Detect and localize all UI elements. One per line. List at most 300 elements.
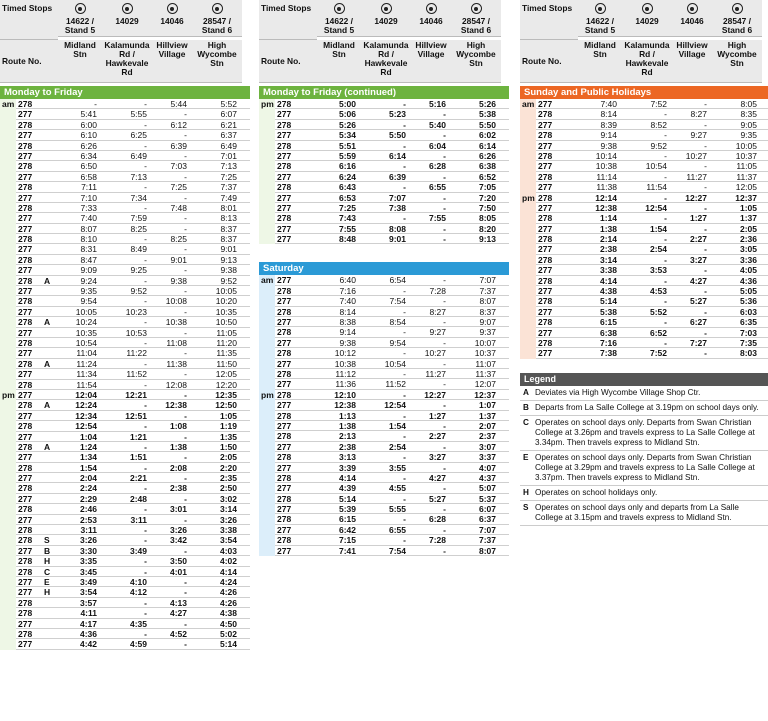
time-hillview: 4:52: [169, 628, 187, 639]
stop-number: 14622 / Stand 5: [323, 16, 355, 35]
time-kalamunda: -: [664, 254, 667, 265]
stop-name: Kalamunda Rd / Hawkevale Rd: [361, 40, 411, 83]
period: [520, 130, 536, 140]
period: [0, 608, 16, 618]
time-kalamunda: -: [664, 109, 667, 120]
route-no: 277: [277, 171, 292, 182]
time-high-wycombe: 1:37: [478, 410, 496, 421]
time-kalamunda: 5:50: [388, 130, 406, 141]
time-hillview: 2:08: [169, 462, 187, 473]
route-flag: [42, 369, 58, 379]
time-kalamunda: 2:48: [129, 493, 147, 504]
period: [0, 442, 16, 452]
stop-number: 14046: [419, 16, 443, 26]
period: pm: [261, 389, 274, 400]
time-kalamunda: 10:54: [645, 161, 667, 172]
timetable-row: [259, 307, 509, 317]
route-no: 278: [18, 483, 33, 494]
time-midland: 1:34: [79, 452, 97, 463]
route-flag: [301, 99, 317, 109]
time-kalamunda: 9:54: [389, 337, 406, 348]
time-high-wycombe: 9:37: [479, 327, 496, 338]
time-kalamunda: 5:55: [388, 504, 406, 515]
period: [0, 317, 16, 327]
period: [259, 504, 275, 514]
route-no: 278: [18, 99, 33, 109]
route-flag: C: [44, 566, 51, 577]
time-kalamunda: 6:39: [388, 171, 406, 182]
time-midland: 5:38: [599, 306, 617, 317]
legend-item: [520, 486, 768, 501]
time-hillview: -: [184, 109, 187, 120]
stop-number-cell: [58, 0, 102, 37]
period: [259, 203, 275, 213]
route-no: 277: [18, 306, 33, 317]
stop-name: Midland Stn: [317, 40, 361, 83]
timetable-row: [259, 359, 509, 369]
period: [259, 369, 275, 379]
time-high-wycombe: 4:26: [219, 597, 237, 608]
route-no: 277: [277, 192, 292, 203]
period: [259, 151, 275, 161]
route-no: 278: [538, 254, 553, 265]
time-hillview: -: [704, 140, 707, 151]
route-no: 277: [277, 337, 292, 348]
time-high-wycombe: 4:37: [478, 472, 496, 483]
route-no: 278: [277, 348, 292, 359]
route-flag: [301, 182, 317, 192]
legend-text: Operates on school days only and departs from La Salle College at 3.15pm and travels express to Midland Stn.: [535, 502, 739, 522]
period: [0, 151, 16, 161]
time-hillview: -: [443, 150, 446, 161]
time-high-wycombe: 7:03: [739, 327, 757, 338]
time-high-wycombe: 3:05: [739, 244, 757, 255]
time-high-wycombe: 8:07: [478, 545, 496, 556]
period: [259, 307, 275, 317]
time-midland: 11:38: [596, 182, 617, 193]
time-midland: 11:36: [335, 379, 356, 390]
timed-stop-icon: [167, 3, 178, 14]
time-high-wycombe: 12:50: [215, 400, 237, 411]
period: [0, 182, 16, 192]
time-high-wycombe: 1:19: [219, 421, 237, 432]
timetable-row: [520, 172, 768, 182]
time-midland: 7:11: [81, 182, 97, 193]
time-midland: 10:05: [75, 306, 97, 317]
period: [0, 483, 16, 493]
time-hillview: -: [443, 462, 446, 473]
time-midland: 8:38: [339, 317, 356, 328]
time-midland: 6:43: [338, 182, 356, 193]
time-kalamunda: -: [664, 296, 667, 307]
time-kalamunda: 5:52: [649, 306, 667, 317]
stop-number: 28547 / Stand 6: [460, 16, 492, 35]
timetable-row: [520, 317, 768, 327]
time-hillview: -: [184, 410, 187, 421]
time-high-wycombe: 8:35: [740, 109, 757, 120]
time-kalamunda: -: [144, 254, 147, 265]
route-no: 278: [538, 109, 553, 120]
time-high-wycombe: 8:01: [220, 202, 237, 213]
route-no: 277: [18, 576, 33, 587]
route-flag: [301, 317, 317, 327]
time-kalamunda: -: [403, 431, 406, 442]
stop-number-cell: [712, 0, 762, 37]
time-high-wycombe: 11:37: [475, 368, 496, 379]
time-midland: 10:35: [75, 327, 97, 338]
time-high-wycombe: 5:36: [739, 296, 757, 307]
route-no: 278: [18, 379, 33, 390]
timetable-row: [0, 598, 250, 608]
time-high-wycombe: 7:05: [478, 182, 496, 193]
time-hillview: 9:38: [170, 275, 187, 286]
route-flag: [42, 619, 58, 629]
route-flag: [42, 141, 58, 151]
period: [259, 525, 275, 535]
time-midland: 7:25: [338, 202, 356, 213]
stop-name: Hillview Village: [672, 40, 712, 83]
time-kalamunda: 7:59: [130, 213, 147, 224]
time-kalamunda: 3:55: [388, 462, 406, 473]
period: [259, 130, 275, 140]
time-kalamunda: -: [144, 597, 147, 608]
timetable-row: [259, 296, 509, 306]
route-flag: [301, 141, 317, 151]
route-no: 278: [18, 358, 33, 369]
route-flag: [301, 452, 317, 462]
route-flag: [562, 203, 578, 213]
route-flag: [562, 161, 578, 171]
time-hillview: -: [443, 524, 446, 535]
route-no: 277: [18, 431, 33, 442]
time-hillview: 2:38: [169, 483, 187, 494]
timed-stop-icon: [334, 3, 345, 14]
time-midland: 6:10: [80, 130, 97, 141]
timetable-row: [259, 141, 509, 151]
route-flag: [42, 348, 58, 358]
route-flag: [562, 172, 578, 182]
period: [0, 328, 16, 338]
route-flag: [42, 328, 58, 338]
time-kalamunda: 6:55: [388, 524, 406, 535]
time-high-wycombe: 3:36: [739, 254, 757, 265]
route-flag: [301, 442, 317, 452]
route-no: 277: [277, 545, 292, 556]
route-flag: [301, 473, 317, 483]
period: [0, 535, 16, 545]
time-high-wycombe: 8:05: [740, 99, 757, 109]
time-midland: 8:14: [600, 109, 617, 120]
route-no: 277: [277, 379, 292, 390]
time-kalamunda: 12:54: [645, 202, 667, 213]
stop-name: Hillview Village: [152, 40, 192, 83]
time-midland: 2:53: [79, 514, 97, 525]
time-kalamunda: -: [664, 213, 667, 224]
timetable-row: [0, 619, 250, 629]
time-high-wycombe: 8:20: [478, 223, 496, 234]
route-no: 278: [18, 317, 33, 328]
time-high-wycombe: 2:07: [478, 420, 496, 431]
time-hillview: 7:55: [428, 213, 446, 224]
timetable-row: [0, 130, 250, 140]
time-hillview: -: [443, 202, 446, 213]
time-kalamunda: -: [403, 493, 406, 504]
time-hillview: 11:38: [166, 358, 187, 369]
timetable-row: [259, 120, 509, 130]
stop-number-cell: [361, 0, 411, 37]
timetable-row: [259, 379, 509, 389]
time-kalamunda: -: [664, 192, 667, 203]
time-midland: 7:38: [599, 348, 617, 359]
timetable-row: [259, 348, 509, 358]
time-midland: 8:31: [80, 244, 97, 255]
route-no: 277: [18, 410, 33, 421]
time-high-wycombe: 4:26: [219, 587, 237, 598]
stops-header: [259, 0, 509, 83]
stop-name: High Wycombe Stn: [192, 40, 242, 83]
route-no: 278: [18, 566, 33, 577]
time-midland: 3:14: [599, 254, 617, 265]
period: [259, 172, 275, 182]
route-flag: [301, 296, 317, 306]
timed-stop-icon: [212, 3, 223, 14]
route-flag: [562, 307, 578, 317]
route-no: 278: [277, 327, 292, 338]
timed-stops-label: Timed Stops: [520, 0, 578, 40]
period: [259, 452, 275, 462]
time-midland: 7:41: [338, 545, 356, 556]
period: [0, 556, 16, 566]
time-high-wycombe: 9:07: [479, 317, 496, 328]
route-no: 277: [277, 462, 292, 473]
route-no: 278: [18, 462, 33, 473]
period: [520, 348, 536, 358]
route-no: 277: [538, 140, 553, 151]
legend-key: B: [523, 402, 529, 412]
route-flag: [42, 213, 58, 223]
route-flag: [42, 120, 58, 130]
route-flag: [42, 452, 58, 462]
time-high-wycombe: 11:35: [216, 348, 237, 359]
time-midland: 6:42: [338, 524, 356, 535]
route-no: 277: [18, 109, 33, 120]
period: [0, 276, 16, 286]
time-hillview: -: [704, 119, 707, 130]
legend-item: [520, 386, 768, 401]
route-flag: [42, 525, 58, 535]
legend-text: Operates on school days only. Departs from Swan Christian College at 3.29pm and travels express to La Salle College at 3.37pm. Then travels express to Midland Stn.: [535, 452, 755, 482]
time-hillview: 9:27: [690, 130, 707, 141]
time-hillview: 9:01: [170, 254, 187, 265]
time-midland: 12:24: [75, 400, 97, 411]
time-kalamunda: -: [144, 119, 147, 130]
route-flag: [42, 639, 58, 649]
time-high-wycombe: 7:49: [220, 192, 237, 203]
route-flag: [301, 390, 317, 400]
route-no: 277: [538, 202, 553, 213]
timetable-row: [259, 483, 509, 493]
route-flag: [301, 348, 317, 358]
period: [259, 193, 275, 203]
period: [520, 120, 536, 130]
route-flag: [42, 172, 58, 182]
timetable-monday-to-friday: [0, 99, 250, 650]
time-high-wycombe: 3:37: [478, 452, 496, 463]
time-midland: 7:55: [338, 223, 356, 234]
time-kalamunda: 1:54: [388, 420, 406, 431]
route-flag: [42, 411, 58, 421]
time-midland: 6:16: [338, 161, 356, 172]
timetable-row: [520, 276, 768, 286]
route-flag: [42, 494, 58, 504]
time-kalamunda: 9:52: [130, 286, 147, 297]
time-midland: 5:14: [338, 493, 356, 504]
time-midland: 12:38: [334, 400, 356, 411]
legend-text: Deviates via High Wycombe Village Shop Ctr.: [535, 387, 701, 397]
time-high-wycombe: 8:03: [739, 348, 757, 359]
time-hillview: -: [184, 618, 187, 629]
time-kalamunda: 3:53: [649, 265, 667, 276]
time-midland: 7:40: [339, 296, 356, 307]
route-no: 278: [277, 140, 292, 151]
timetable-row: [520, 109, 768, 119]
timetable-row: [0, 328, 250, 338]
period: [259, 494, 275, 504]
route-flag: [562, 276, 578, 286]
time-midland: 10:12: [334, 348, 356, 359]
time-kalamunda: 8:49: [130, 244, 147, 255]
route-flag: H: [44, 587, 51, 598]
route-no: 277: [277, 296, 292, 307]
route-no: 278: [277, 535, 292, 546]
time-high-wycombe: 12:37: [735, 192, 757, 203]
time-hillview: 6:27: [689, 317, 707, 328]
route-no: 277: [277, 109, 292, 120]
time-hillview: -: [704, 182, 707, 193]
time-high-wycombe: 1:05: [219, 410, 237, 421]
time-midland: 3:26: [79, 535, 97, 546]
time-hillview: -: [443, 192, 446, 203]
period: [520, 276, 536, 286]
time-high-wycombe: 6:52: [478, 171, 496, 182]
route-no: 278: [277, 389, 292, 400]
legend-item: [520, 451, 768, 486]
time-kalamunda: -: [403, 306, 406, 317]
timetable-row: [259, 463, 509, 473]
period: [0, 629, 16, 639]
stop-number-cell: [102, 0, 152, 37]
route-flag: [301, 379, 317, 389]
route-no: 277: [18, 192, 33, 203]
route-no: 277: [18, 545, 33, 556]
time-midland: 4:36: [79, 628, 97, 639]
time-midland: 3:35: [79, 556, 97, 567]
timetable-row: [0, 504, 250, 514]
time-hillview: -: [443, 337, 446, 348]
time-hillview: 7:25: [170, 182, 187, 193]
route-flag: [42, 244, 58, 254]
timetable-row: [520, 224, 768, 234]
time-midland: 11:34: [76, 369, 97, 380]
route-flag: B: [44, 545, 51, 556]
time-hillview: 6:04: [428, 140, 446, 151]
time-kalamunda: -: [664, 234, 667, 245]
route-no: 277: [18, 265, 33, 276]
period: [520, 172, 536, 182]
route-flag: [301, 307, 317, 317]
time-high-wycombe: 12:05: [735, 182, 757, 193]
timetable-row: [520, 151, 768, 161]
time-hillview: -: [704, 99, 707, 109]
route-no: 277: [277, 400, 292, 411]
route-no: 277: [538, 161, 553, 172]
time-hillview: -: [184, 286, 187, 297]
period: [0, 598, 16, 608]
time-midland: 10:38: [595, 161, 617, 172]
period: [259, 431, 275, 441]
time-midland: 11:24: [76, 358, 97, 369]
time-midland: 6:15: [599, 317, 617, 328]
route-no: 277: [538, 119, 553, 130]
time-high-wycombe: 3:54: [219, 535, 237, 546]
timetable-row: [0, 141, 250, 151]
route-no: 278: [18, 182, 33, 193]
route-no: 277: [18, 286, 33, 297]
time-hillview: -: [704, 265, 707, 276]
route-flag: [42, 463, 58, 473]
time-midland: 6:00: [80, 119, 97, 130]
time-high-wycombe: 6:38: [478, 161, 496, 172]
time-high-wycombe: 6:49: [220, 140, 237, 151]
time-midland: 11:04: [76, 348, 97, 359]
time-midland: 3:38: [599, 265, 617, 276]
time-hillview: -: [443, 400, 446, 411]
time-midland: 5:26: [338, 119, 356, 130]
time-kalamunda: -: [403, 368, 406, 379]
time-hillview: -: [184, 576, 187, 587]
timetable-row: [0, 307, 250, 317]
time-midland: 11:12: [335, 368, 356, 379]
time-kalamunda: -: [144, 182, 147, 193]
time-kalamunda: -: [144, 566, 147, 577]
time-kalamunda: -: [403, 389, 406, 400]
route-no: 278: [18, 421, 33, 432]
route-no: 278: [277, 285, 292, 296]
time-midland: 8:39: [600, 119, 617, 130]
period: [520, 224, 536, 234]
period: [0, 380, 16, 390]
legend-text: Departs from La Salle College at 3.19pm on school days only.: [535, 402, 759, 412]
time-kalamunda: 6:49: [130, 150, 147, 161]
route-flag: [42, 432, 58, 442]
route-flag: [562, 234, 578, 244]
time-kalamunda: 5:23: [388, 109, 406, 120]
route-no: 278: [18, 597, 33, 608]
time-hillview: -: [704, 223, 707, 234]
time-high-wycombe: 7:35: [739, 337, 757, 348]
time-high-wycombe: 9:52: [220, 275, 237, 286]
time-hillview: -: [184, 265, 187, 276]
time-midland: 9:14: [600, 130, 617, 141]
route-no: 277: [277, 358, 292, 369]
time-kalamunda: -: [144, 296, 147, 307]
time-midland: 3:39: [338, 462, 356, 473]
route-flag: [301, 203, 317, 213]
time-hillview: -: [184, 348, 187, 359]
timetable-row: [520, 328, 768, 338]
stop-name: High Wycombe Stn: [451, 40, 501, 83]
route-no: 278: [18, 504, 33, 515]
